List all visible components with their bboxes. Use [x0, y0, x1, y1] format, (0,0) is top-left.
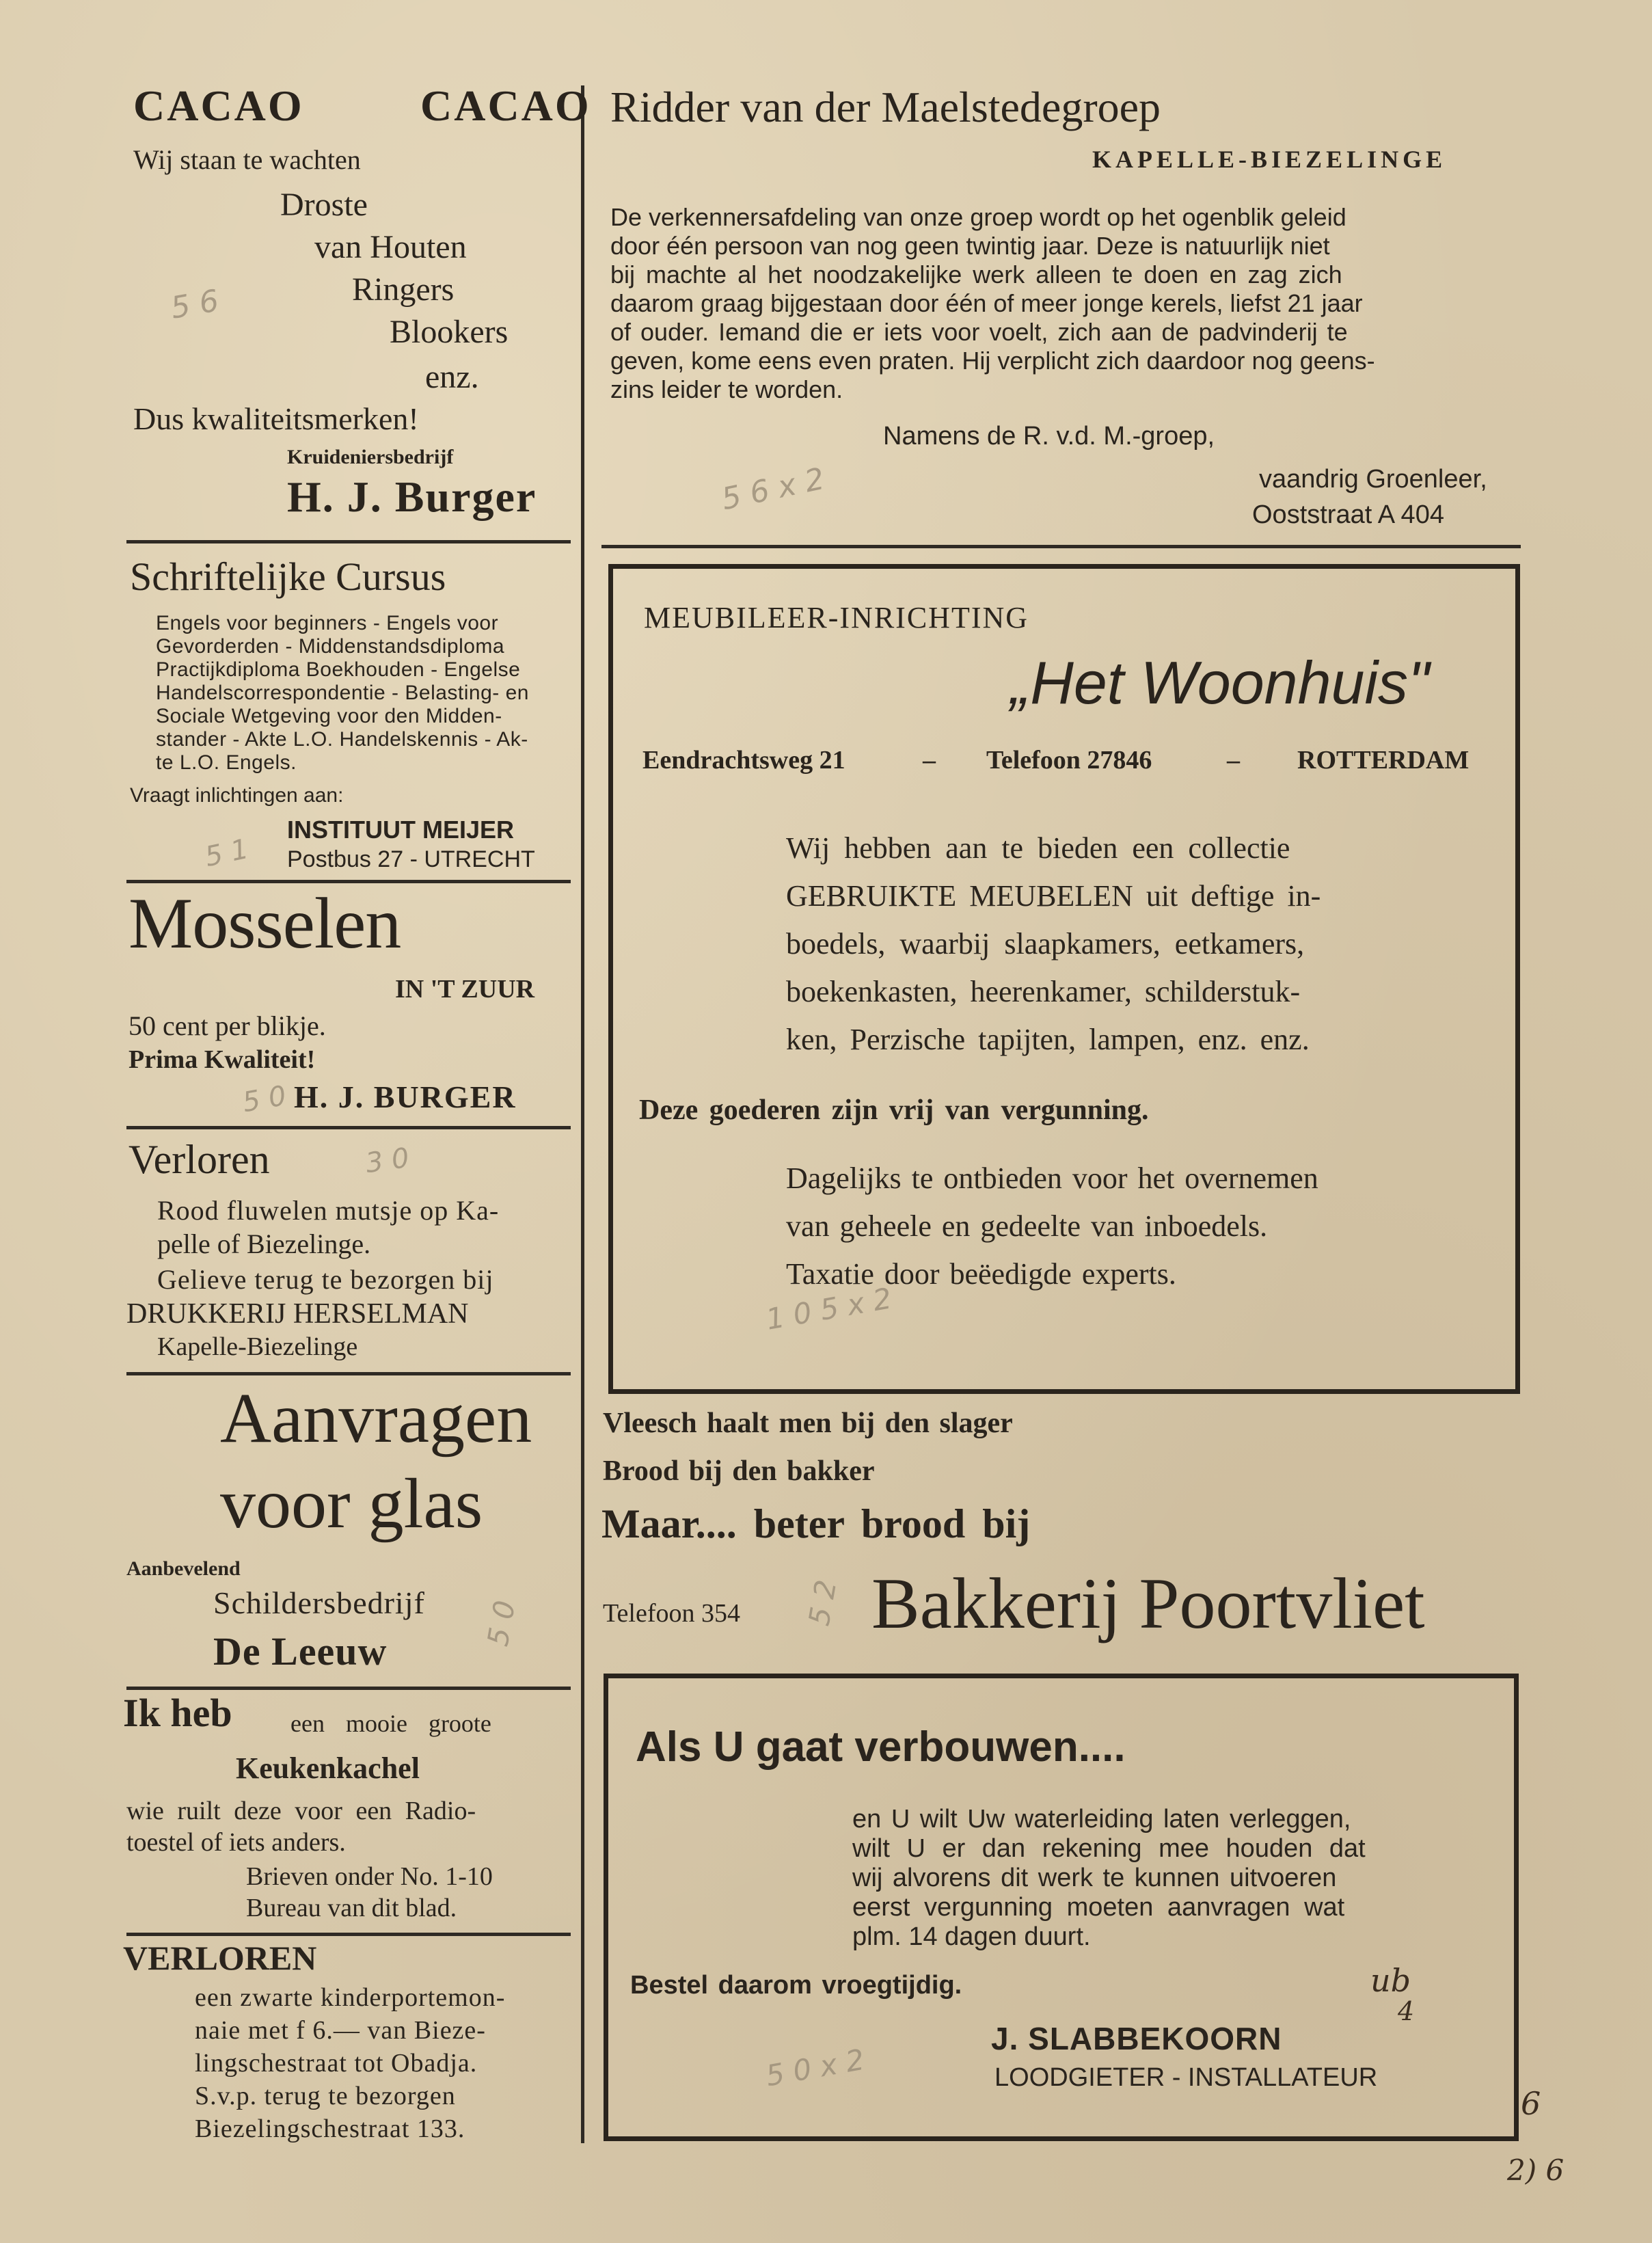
ridder-signoff: Namens de R. v.d. M.-groep, — [883, 422, 1215, 451]
mosselen-subtitle: IN 'T ZUUR — [395, 975, 535, 1004]
cursus-line: Practijkdiploma Boekhouden - Engelse — [156, 658, 521, 681]
cursus-line: te L.O. Engels. — [156, 751, 297, 774]
slabbekoorn-headline: Als U gaat verbouwen.... — [636, 1723, 1126, 1771]
woonhuis-offer-line: boedels, waarbij slaapkamers, eetkamers, — [786, 927, 1305, 961]
divider — [601, 545, 1521, 548]
verloren2-line: naie met f 6.— van Bieze- — [195, 2016, 486, 2045]
pencil-mark: 5 0 — [240, 1079, 289, 1119]
cacao-title-left: CACAO — [133, 81, 304, 130]
keuken-bureau: Bureau van dit blad. — [246, 1894, 457, 1922]
verloren2-line: S.v.p. terug te bezorgen — [195, 2082, 456, 2110]
bakkerij-line-2: Brood bij den bakker — [603, 1455, 875, 1487]
cacao-intro: Wij staan te wachten — [133, 144, 361, 175]
column-divider — [581, 85, 584, 2143]
slabbekoorn-line: en U wilt Uw waterleiding laten verleggen, — [852, 1805, 1351, 1834]
ridder-sign-name: vaandrig Groenleer, — [1259, 465, 1487, 494]
mosselen-title: Mosselen — [128, 883, 401, 963]
ridder-line: De verkennersafdeling van onze groep wordt op het ogenblik geleid — [610, 203, 1346, 231]
woonhuis-header: MEUBILEER-INRICHTING — [644, 601, 1029, 634]
woonhuis-offer-line: ken, Perzische tapijten, lampen, enz. enz. — [786, 1023, 1310, 1056]
verloren2-line: Biezelingschestraat 133. — [195, 2114, 465, 2143]
handwritten-mark: 6 — [1521, 2085, 1541, 2122]
verloren2-line: een zwarte kinderportemon- — [195, 1983, 506, 2012]
ridder-sign-address: Ooststraat A 404 — [1252, 500, 1444, 529]
woonhuis-daily-line: Taxatie door beëedigde experts. — [786, 1257, 1176, 1291]
woonhuis-notice: Deze goederen zijn vrij van vergunning. — [639, 1094, 1149, 1126]
keuken-lead: Ik heb — [123, 1691, 232, 1735]
cacao-tagline: Dus kwaliteitsmerken! — [133, 401, 419, 436]
cursus-line: Handelscorrespondentie - Belasting- en — [156, 682, 529, 704]
divider — [126, 1933, 571, 1936]
verloren2-line: lingschestraat tot Obadja. — [195, 2049, 478, 2078]
verloren1-return: Gelieve terug te bezorgen bij — [157, 1264, 494, 1295]
woonhuis-phone: Telefoon 27846 — [986, 746, 1152, 775]
cursus-institute: INSTITUUT MEIJER — [287, 816, 515, 844]
keuken-line: wie ruilt deze voor een Radio- — [126, 1797, 476, 1825]
handwritten-mark: 4 — [1398, 1996, 1415, 2026]
pencil-mark: 1 0 5 x 2 — [763, 1281, 895, 1337]
mosselen-price: 50 cent per blikje. — [128, 1010, 326, 1041]
glas-title-2: voor glas — [220, 1464, 483, 1543]
cacao-brand: Blookers — [390, 314, 509, 350]
cursus-line: Gevorderden - Middenstandsdiploma — [156, 635, 505, 658]
verloren1-line: pelle of Biezelinge. — [157, 1228, 371, 1259]
bakkerij-name: Bakkerij Poortvliet — [871, 1563, 1425, 1643]
handwritten-mark: ub — [1370, 1962, 1411, 1999]
woonhuis-daily-line: Dagelijks te ontbieden voor het overnemen — [786, 1161, 1318, 1195]
slabbekoorn-line: wij alvorens dit werk te kunnen uitvoeren — [852, 1864, 1337, 1892]
cursus-line: Sociale Wetgeving voor den Midden- — [156, 705, 502, 727]
mosselen-quality: Prima Kwaliteit! — [128, 1045, 316, 1074]
ridder-subtitle: KAPELLE-BIEZELINGE — [1092, 146, 1447, 173]
ridder-line: door één persoon van nog geen twintig jaar. Deze is natuurlijk niet — [610, 232, 1330, 260]
divider — [126, 540, 571, 543]
cacao-brand: Ringers — [352, 271, 455, 308]
slabbekoorn-name: J. SLABBEKOORN — [991, 2021, 1282, 2056]
keuken-item: Keukenkachel — [236, 1751, 420, 1785]
ridder-line: of ouder. Iemand die er iets voor voelt, zich aan de padvinderij te — [610, 318, 1348, 346]
pencil-mark: 5 2 — [802, 1577, 843, 1628]
cacao-brand: van Houten — [314, 229, 467, 265]
pencil-mark: 5 0 — [480, 1598, 522, 1649]
glas-title-1: Aanvragen — [220, 1379, 532, 1458]
bakkerij-line-1: Vleesch haalt men bij den slager — [603, 1408, 1013, 1439]
woonhuis-daily-line: van geheele en gedeelte van inboedels. — [786, 1209, 1268, 1243]
cursus-info: Vraagt inlichtingen aan: — [130, 784, 344, 807]
woonhuis-name: „Het Woonhuis" — [1010, 649, 1430, 716]
slabbekoorn-line: wilt U er dan rekening mee houden dat — [852, 1834, 1366, 1863]
cacao-business-type: Kruideniersbedrijf — [287, 446, 454, 468]
cursus-line: Engels voor beginners - Engels voor — [156, 612, 499, 634]
keuken-letters: Brieven onder No. 1-10 — [246, 1862, 493, 1891]
cacao-brand: Droste — [280, 187, 368, 223]
mosselen-name: H. J. BURGER — [294, 1079, 517, 1114]
pencil-mark: 5 6 x 2 — [718, 461, 828, 518]
verloren1-printer: DRUKKERIJ HERSELMAN — [126, 1298, 469, 1330]
glas-name: De Leeuw — [213, 1629, 388, 1674]
slabbekoorn-cta: Bestel daarom vroegtijdig. — [630, 1971, 962, 2000]
cursus-address: Postbus 27 - UTRECHT — [287, 846, 535, 872]
slabbekoorn-trade: LOODGIETER - INSTALLATEUR — [994, 2063, 1378, 2092]
woonhuis-address: Eendrachtsweg 21 — [642, 746, 845, 775]
handwritten-mark: 2) 6 — [1507, 2153, 1565, 2187]
slabbekoorn-line: eerst vergunning moeten aanvragen wat — [852, 1893, 1345, 1922]
ridder-line: daarom graag bijgestaan door één of meer jonge kerels, liefst 21 jaar — [610, 289, 1363, 317]
divider — [126, 1126, 571, 1129]
cacao-brand: enz. — [425, 359, 479, 395]
cacao-name: H. J. Burger — [287, 472, 537, 521]
cacao-title-right: CACAO — [420, 81, 591, 130]
ridder-line: bij machte al het noodzakelijke werk alleen te doen en zag zich — [610, 260, 1342, 288]
woonhuis-sep: – — [923, 746, 936, 775]
glas-recommend: Aanbevelend — [126, 1557, 241, 1580]
keuken-line: toestel of iets anders. — [126, 1828, 346, 1857]
verloren1-place: Kapelle-Biezelinge — [157, 1332, 358, 1361]
ridder-line: geven, kome eens even praten. Hij verplicht zich daardoor nog geens- — [610, 347, 1375, 375]
pencil-mark: 5 6 — [168, 283, 221, 326]
slabbekoorn-line: plm. 14 dagen duurt. — [852, 1922, 1091, 1951]
woonhuis-sep: – — [1227, 746, 1240, 775]
bakkerij-phone: Telefoon 354 — [603, 1599, 741, 1628]
divider — [126, 1372, 571, 1375]
cursus-line: stander - Akte L.O. Handelskennis - Ak- — [156, 728, 528, 751]
woonhuis-city: ROTTERDAM — [1297, 746, 1470, 775]
verloren1-line: Rood fluwelen mutsje op Ka- — [157, 1195, 500, 1226]
glas-business: Schildersbedrijf — [213, 1585, 425, 1620]
woonhuis-offer-line: GEBRUIKTE MEUBELEN uit deftige in- — [786, 879, 1321, 913]
ridder-title: Ridder van der Maelstedegroep — [610, 83, 1161, 131]
woonhuis-offer-line: boekenkasten, heerenkamer, schilderstuk- — [786, 975, 1301, 1008]
ridder-line: zins leider te worden. — [610, 375, 843, 403]
pencil-mark: 3 0 — [364, 1142, 411, 1180]
pencil-mark: 5 0 x 2 — [763, 2042, 867, 2093]
pencil-mark: 5 1 — [202, 833, 252, 874]
woonhuis-offer-line: Wij hebben aan te bieden een collectie — [786, 831, 1290, 865]
verloren2-title: VERLOREN — [123, 1939, 317, 1977]
cursus-title: Schriftelijke Cursus — [130, 554, 446, 599]
verloren1-title: Verloren — [128, 1137, 270, 1182]
bakkerij-line-3: Maar.... beter brood bij — [601, 1501, 1031, 1546]
keuken-lead-rest: een mooie groote — [290, 1710, 491, 1737]
